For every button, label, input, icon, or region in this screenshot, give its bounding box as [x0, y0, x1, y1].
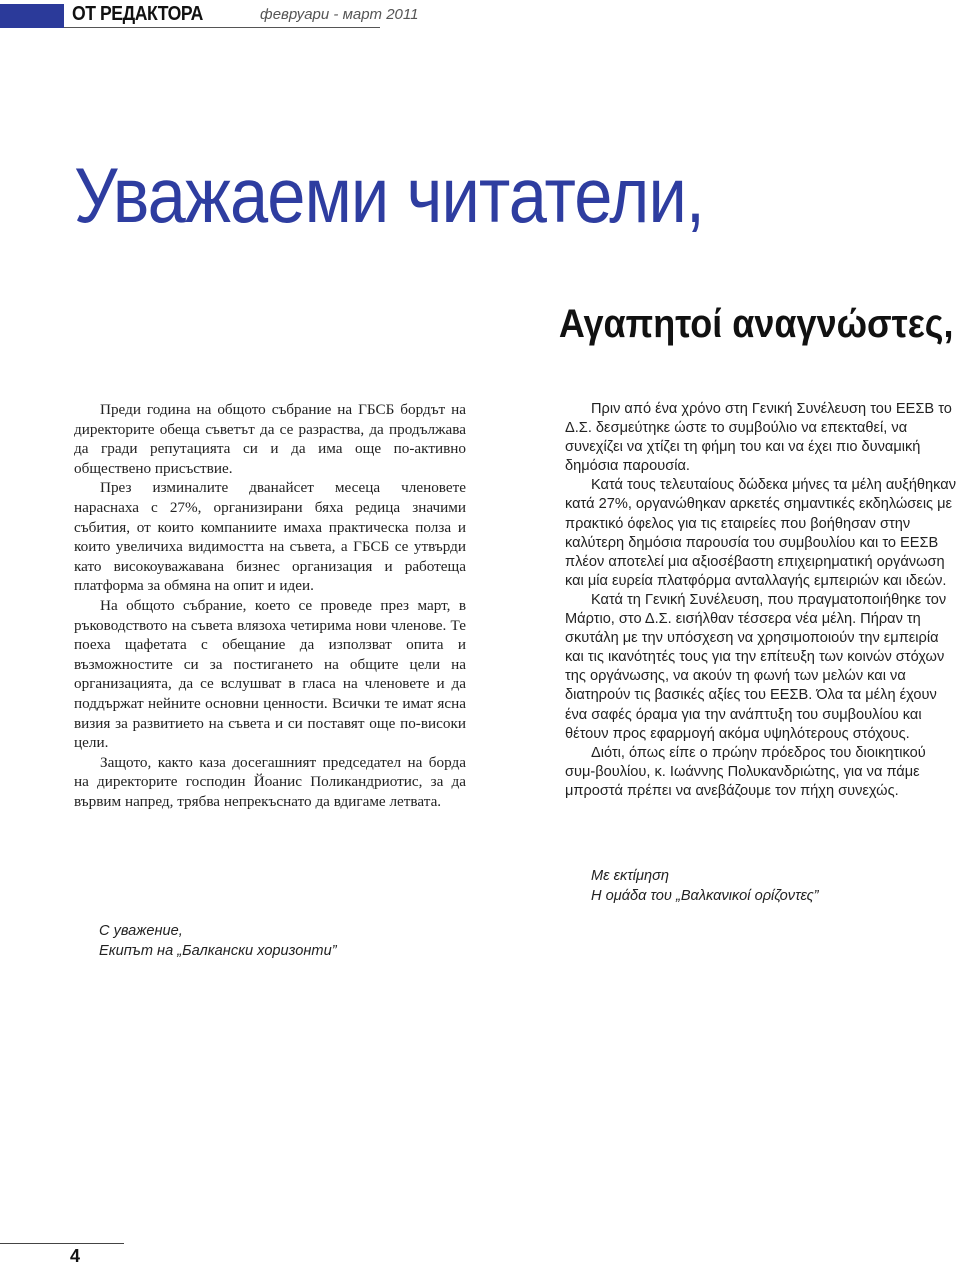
- signature-line: Η ομάδα του „Βαλκανικοί ορίζοντες”: [591, 888, 819, 904]
- paragraph: Κατά τους τελευταίους δώδεκα μήνες τα μέλη αυξήθηκαν κατά 27%, οργανώθηκαν αρκετές σημαντικές εκδηλώσεις με πρακτικό όφελος για τις εταιρείες που βοήθησαν στην καλύτερη δημόσια παρουσία του συμβουλίου και το ΕΕΣΒ πλέον αποτελεί μια αξιοσέβαστη επιχειρηματική οργάνωση και μία ευρεία πλατφόρμα ανταλλαγής εμπειριών και ιδεών.: [565, 477, 957, 589]
- paragraph: Διότι, όπως είπε ο πρώην πρόεδρος του διοικητικού συμ-βουλίου, κ. Ιωάννης Πολυκανδριώτης, για να πάμε μπροστά πρέπει να ανεβάζουμε τον πήχη συνεχώς.: [565, 744, 926, 799]
- paragraph: На общото събрание, което се проведе през март, в ръководството на съвета влязоха четирима нови членове. Те поеха щафетата с обещание да използват опита и възможностите си за постигането на общите цели на организацията, да се вслушват в гласа на членовете и да поддържат нейните основни ценности. Всички те имат ясна визия за развитието на съвета и си поставят още по-високи цели.: [74, 596, 466, 752]
- greek-column: [565, 400, 957, 801]
- running-header: [0, 0, 419, 28]
- bulgarian-column: [74, 400, 466, 811]
- paragraph: Πριν από ένα χρόνο στη Γενική Συνέλευση του ΕΕΣΒ το Δ.Σ. δεσμεύτηκε ώστε το συμβούλιο να επεκταθεί, να συνεχίζει να χτίζει τη φήμη του και να έχει πιο δυναμική δημόσια παρουσία.: [565, 401, 952, 475]
- page-number: 4: [70, 1246, 81, 1266]
- signature-line: Με εκτίμηση: [591, 868, 670, 884]
- paragraph: Κατά τη Γενική Συνέλευση, που πραγματοποιήθηκε τον Μάρτιο, στο Δ.Σ. εισήλθαν τέσσερα νέα μέλη. Πήραν τη σκυτάλη με την υπόσχεση να χρησιμοποιούν την εμπειρία και τις ικανότητές τους για την επίτευξη των κοινών στόχων της οργάνωσης, να ακούν τη φωνή των μελών και να διατηρούν τις βασικές αξίες του ΕΕΣΒ. Όλα τα μέλη έχουν ένα σαφές όραμα για την ανάπτυξη του συμβουλίου και θέτουν προς εφαρμογή ακόμα υψηλότερους στόχους.: [565, 591, 947, 742]
- bulgarian-signature: [99, 921, 337, 961]
- section-title: ОТ РЕДАКТОРА: [72, 3, 203, 25]
- paragraph: През изминалите дванайсет месеца членовете нараснаха с 27%, организирани бяха редица значими събития, от които компаниите имаха практическа полза и които увеличиха видимостта на съвета, а ГБСБ се утвърди като високоуважавана бизнес организация и работеща платформа за обмяна на опит и идеи.: [74, 479, 466, 595]
- footer-rule: [0, 1243, 124, 1244]
- header-accent-bar: [0, 4, 64, 28]
- signature-line: С уважение,: [99, 923, 183, 939]
- issue-date: февруари - март 2011: [260, 6, 419, 23]
- heading-greek: Αγαπητοί αναγνώστες,: [559, 302, 954, 346]
- greek-signature: [591, 866, 819, 906]
- header-rule: [64, 27, 380, 28]
- heading-bulgarian: Уважаеми читатели,: [74, 151, 705, 239]
- paragraph: Преди година на общото събрание на ГБСБ бордът на директорите обеща съветът да се разраства, да продължава да гради репутацията си и да има още по-активно обществено присъствие.: [74, 401, 466, 477]
- signature-line: Екипът на „Балкански хоризонти”: [99, 943, 337, 959]
- paragraph: Защото, както каза досегашният председател на борда на директорите господин Йоанис Поликандриотис, за да вървим напред, трябва непрекъснато да вдигаме летвата.: [74, 753, 466, 810]
